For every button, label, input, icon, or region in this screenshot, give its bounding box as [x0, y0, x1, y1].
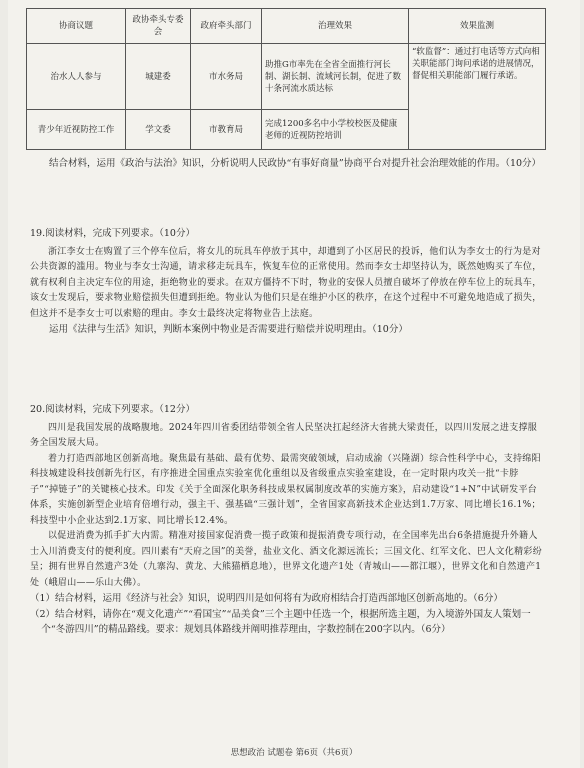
- q18-tail: [30, 156, 542, 172]
- cell-topic: 青少年近视防控工作: [27, 110, 126, 150]
- header-effect: 治理效果: [262, 9, 409, 44]
- header-monitor: 效果监测: [409, 9, 546, 44]
- cell-committee: 城建委: [126, 44, 191, 110]
- cell-effect: 助推G市率先在全省全面推行河长制、湖长制、流域河长制，促进了数十条河流水质达标: [262, 44, 409, 110]
- exam-page: [8, 0, 580, 768]
- cell-department: 市教育局: [191, 110, 262, 150]
- q20-subquestion-1: （1）结合材料，运用《经济与社会》知识，说明四川是如何将有为政府相结合打造西部地区创新高地的。（6分）: [30, 593, 503, 604]
- q20-paragraph-1: 四川是我国发展的战略腹地。2024年四川省委团结带领全省人民坚决扛起经济大省挑大梁责任，以四川发展之进支撑服务全国发展大局。: [30, 422, 538, 448]
- table-row: [27, 44, 546, 110]
- consultation-table: [26, 8, 546, 150]
- header-department: 政府牵头部门: [191, 9, 262, 44]
- q19-question: 运用《法律与生活》知识，判断本案例中物业是否需要进行赔偿并说明理由。（10分）: [49, 324, 408, 335]
- header-committee: 政协牵头专委会: [126, 9, 191, 44]
- cell-topic: 治水人人参与: [27, 44, 126, 110]
- q18-question: 结合材料，运用《政治与法治》知识，分析说明人民政协“有事好商量”协商平台对提升社会治理效能的作用。（10分）: [49, 158, 542, 169]
- table-header-row: [27, 9, 546, 44]
- page-footer: 思想政治 试题卷 第6页（共6页）: [230, 748, 358, 758]
- q20-subquestion-2: （2）结合材料，请你在“观文化遗产”“看国宝”“品美食”三个主题中任选一个，根据所选主题，为入境游外国友人策划一个“冬游四川”的精品路线。要求：规划具体路线并阐明推荐理由，字数控制在200字以内。（6分）: [30, 608, 531, 635]
- header-topic: 协商议题: [27, 9, 126, 44]
- question-19: [30, 226, 542, 338]
- cell-committee: 学文委: [126, 110, 191, 150]
- cell-monitor: “软监督”：通过打电话等方式向相关职能部门询问承诺的进展情况，督促相关职能部门履行承诺。: [409, 44, 546, 150]
- q19-title: 19.阅读材料，完成下列要求。（10分）: [30, 228, 195, 239]
- question-20: [30, 402, 542, 638]
- q20-paragraph-3: 以促进消费为抓手扩大内需。精准对接国家促消费一揽子政策和提振消费专项行动，在全国率先出台6条措施提升外籍人士入川消费支付的便利度。四川素有“天府之国”的美誉，盐业文化、酒文化源远流长；三国文化、红军文化、巴人文化精彩纷呈；拥有世界自然遗产3处（九寨沟、黄龙、大熊猫栖息地），世界文化遗产1处（青城山——都江堰），世界文化和自然遗产1处（峨眉山——乐山大佛）。: [30, 531, 543, 588]
- q20-paragraph-2: 着力打造西部地区创新高地。聚焦最有基础、最有优势、最需突破领域，启动成渝（兴隆湖）综合性科学中心，支持绵阳科技城建设科技创新先行区，有序推进全国重点实验室优化重组以及省级重点实验室建设，在一定时限内攻关一批“卡脖子”“掉链子”的关键核心技术。印发《关于全面深化职务科技成果权属制度改革的实施方案》，启动建设“1+N”中试研发平台体系，实施创新型企业培育倍增行动，强主干、强基础“三强计划”，全省国家高新技术企业达到1.7万家、同比增长16.1%；科技型中小企业达到2.1万家、同比增长12.4%。: [30, 453, 541, 526]
- q20-title: 20.阅读材料，完成下列要求。（12分）: [30, 404, 195, 415]
- cell-effect: 完成1200多名中小学校校医及健康老师的近视防控培训: [262, 110, 409, 150]
- cell-department: 市水务局: [191, 44, 262, 110]
- q19-material: 浙江李女士在购置了三个停车位后，将女儿的玩具车停放于其中，却遭到了小区居民的投诉，他们认为李女士的行为是对公共资源的滥用。物业与李女士沟通，请求移走玩具车，恢复车位的正常使用。然而李女士却坚持认为，既然她购买了车位，就有权利自主决定车位的用途，拒绝物业的要求。在双方僵持不下时，物业的安保人员擅自破坏了停放在停车位上的玩具车，该女士发现后，要求物业赔偿损失但遭到拒绝。物业认为他们只是在维护小区的秩序，在这个过程中不可避免地造成了损失，但这并不是李女士可以索赔的理由。李女士最终决定将物业告上法庭。: [30, 246, 542, 319]
